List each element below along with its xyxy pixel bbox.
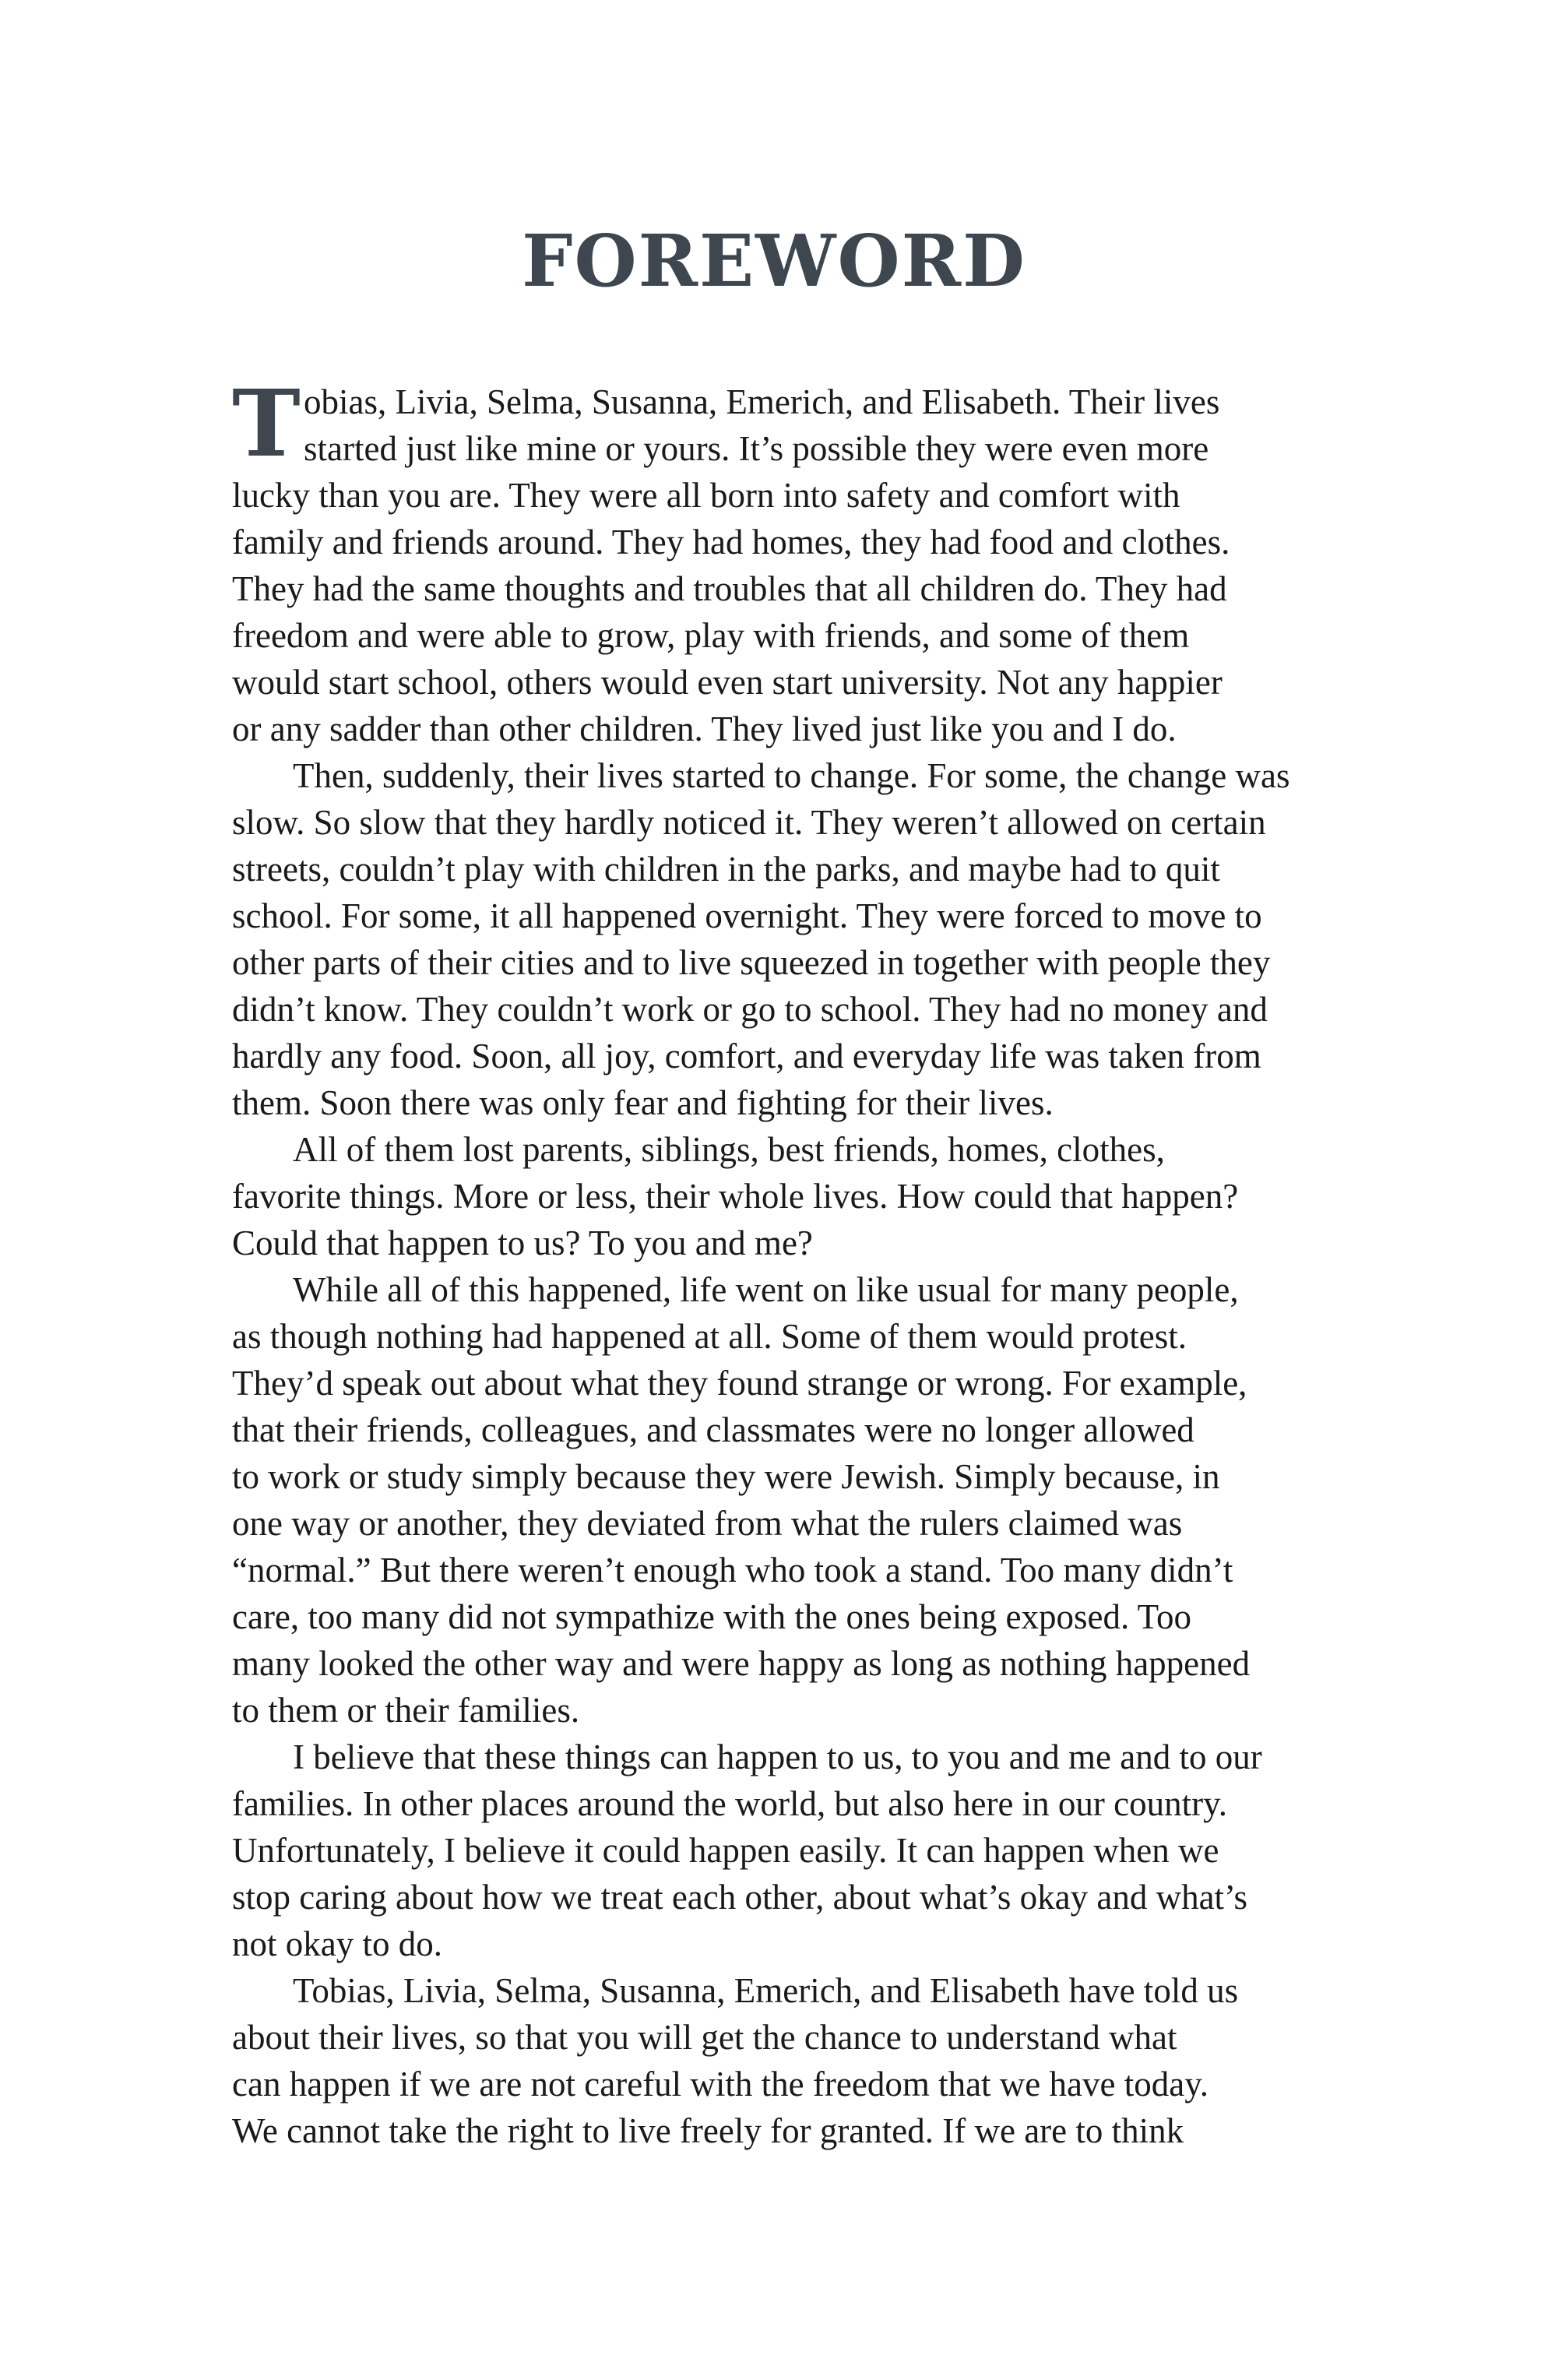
text-line: I believe that these things can happen to us, to you and me and to our (293, 1737, 1262, 1776)
text-line: not okay to do. (232, 1924, 442, 1963)
text-line: or any sadder than other children. They lived just like you and I do. (232, 709, 1177, 748)
text-line: hardly any food. Soon, all joy, comfort, and everyday life was taken from (232, 1037, 1261, 1076)
text-line: lucky than you are. They were all born into safety and comfort with (232, 476, 1180, 515)
text-line: All of them lost parents, siblings, best friends, homes, clothes, (293, 1130, 1165, 1169)
text-line: as though nothing had happened at all. Some of them would protest. (232, 1317, 1187, 1356)
text-line: would start school, others would even start university. Not any happier (232, 663, 1223, 702)
text-lines (232, 472, 1322, 2154)
text-line: school. For some, it all happened overnight. They were forced to move to (232, 896, 1262, 935)
text-line: Could that happen to us? To you and me? (232, 1223, 813, 1262)
text-line: to them or their families. (232, 1691, 580, 1730)
text-line: family and friends around. They had homes, they had food and clothes. (232, 523, 1230, 562)
text-line: stop caring about how we treat each other, about what’s okay and what’s (232, 1878, 1248, 1917)
text-line: one way or another, they deviated from what the rulers claimed was (232, 1504, 1183, 1543)
text-line: We cannot take the right to live freely for granted. If we are to think (232, 2111, 1184, 2150)
text-line: can happen if we are not careful with the freedom that we have today. (232, 2065, 1209, 2104)
text-line: They’d speak out about what they found strange or wrong. For example, (232, 1364, 1247, 1403)
text-line: obias, Livia, Selma, Susanna, Emerich, and Elisabeth. Their lives (304, 382, 1220, 421)
text-line: families. In other places around the world, but also here in our country. (232, 1784, 1227, 1823)
page-title: FOREWORD (522, 219, 1026, 303)
text-line: freedom and were able to grow, play with friends, and some of them (232, 616, 1190, 655)
text-line: Tobias, Livia, Selma, Susanna, Emerich, and Elisabeth have told us (293, 1971, 1239, 2010)
text-line: them. Soon there was only fear and fighting for their lives. (232, 1083, 1054, 1122)
text-line: While all of this happened, life went on like usual for many people, (293, 1270, 1239, 1309)
text-line: about their lives, so that you will get the chance to understand what (232, 2018, 1177, 2057)
text-line: “normal.” But there weren’t enough who took a stand. Too many didn’t (232, 1551, 1233, 1590)
text-line: streets, couldn’t play with children in the parks, and maybe had to quit (232, 850, 1220, 889)
text-line: Unfortunately, I believe it could happen easily. It can happen when we (232, 1831, 1219, 1870)
text-line: to work or study simply because they were Jewish. Simply because, in (232, 1457, 1220, 1496)
text-line: Then, suddenly, their lives started to change. For some, the change was (293, 756, 1290, 795)
foreword-body (232, 369, 1322, 2154)
text-line: didn’t know. They couldn’t work or go to school. They had no money and (232, 990, 1268, 1029)
text-line: other parts of their cities and to live squeezed in together with people they (232, 943, 1271, 982)
text-line: many looked the other way and were happy as long as nothing happened (232, 1644, 1251, 1683)
text-line: favorite things. More or less, their whole lives. How could that happen? (232, 1177, 1239, 1216)
text-line: They had the same thoughts and troubles that all children do. They had (232, 569, 1227, 608)
text-line: that their friends, colleagues, and classmates were no longer allowed (232, 1410, 1194, 1449)
text-line: care, too many did not sympathize with the ones being exposed. Too (232, 1597, 1192, 1636)
text-line: slow. So slow that they hardly noticed it. They weren’t allowed on certain (232, 803, 1266, 842)
text-line: started just like mine or yours. It’s possible they were even more (304, 429, 1209, 468)
opening-paragraph-start (232, 369, 1322, 477)
drop-cap: T (232, 369, 301, 477)
